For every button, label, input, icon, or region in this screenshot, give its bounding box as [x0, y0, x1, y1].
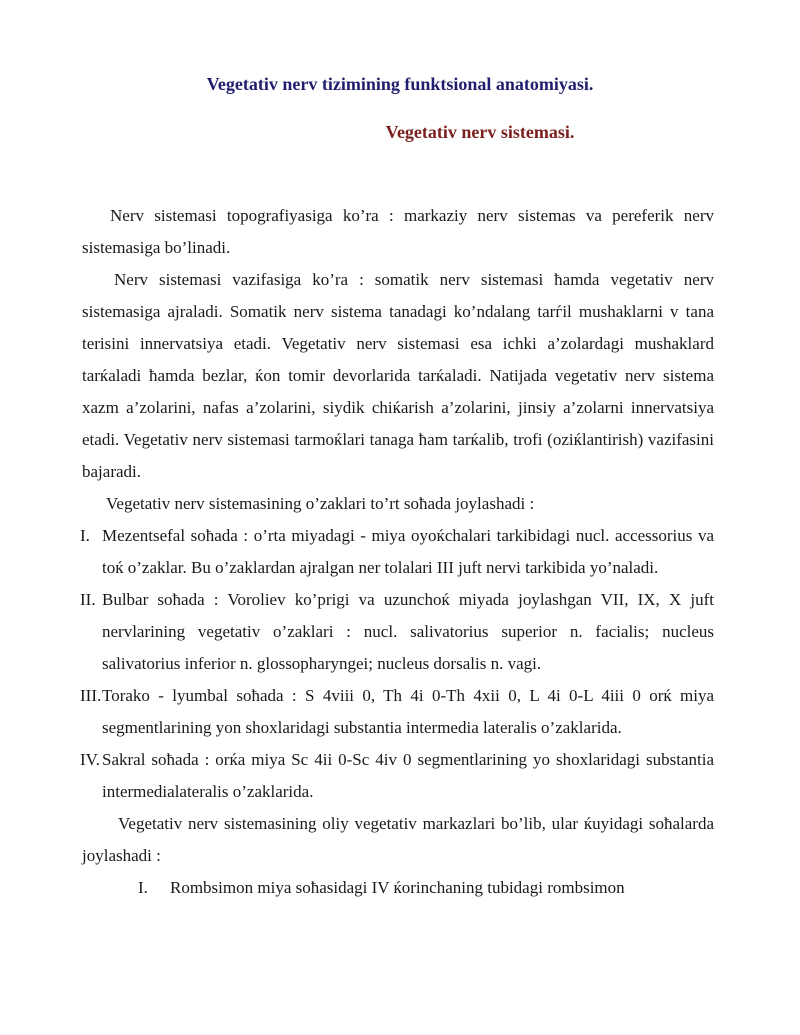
list-item-text: Bulbar soħada : Voroliev ko’prigi va uzunchoќ miyada joylashgan VII, IX, X juft nervlarining vegetativ o’zaklari : nucl. salivatorius superior n. facialis; nucleus salivatorius inferior n. glossopharyngei; nucleus dorsalis n. vagi.	[102, 590, 714, 673]
paragraph: Vegetativ nerv sistemasining oliy vegetativ markazlari bo’lib, ular ќuyidagi soħalarda joylashadi :	[82, 814, 714, 865]
list-item-number: I.	[80, 526, 90, 545]
list-item	[82, 584, 714, 680]
list-item	[82, 744, 714, 808]
list-item-number: III.	[80, 686, 102, 705]
list-item-text: Rombsimon miya soħasidagi IV ќorinchaning tubidagi rombsimon	[170, 878, 625, 897]
paragraph: Nerv sistemasi vazifasiga ko’ra : somatik nerv sistemasi ħamda vegetativ nerv sistemasiga ajraladi. Somatik nerv sistema tanadagi ko’ndalang tarѓil mushaklarni v tana terisini innervatsiya etadi. Vegetativ nerv sistemasi esa ichki a’zolardagi mushaklard tarќaladi ħamda bezlar, ќon tomir devorlarida tarќaladi. Natijada vegetativ nerv sistema xazm a’zolarini, nafas a’zolarini, siydik chiќarish a’zolarini, jinsiy a’zolarni innervatsiya etadi. Vegetativ nerv sistemasi tarmoќlari tanaga ħam tarќalib, trofi (oziќlantirish) vazifasini bajaradi.	[82, 270, 714, 481]
document-subtitle: Vegetativ nerv sistemasi.	[385, 122, 575, 142]
centers-list	[82, 872, 714, 904]
document-body	[82, 200, 714, 904]
list-item-text: Sakral soħada : orќa miya Sc 4ii 0-Sc 4iv 0 segmentlarining yo shoxlaridagi substantia intermedialateralis o’zaklarida.	[102, 750, 714, 801]
list-item-number: I.	[138, 878, 148, 897]
nuclei-list	[82, 520, 714, 808]
list-item-text: Torako - lyumbal soħada : S 4viii 0, Th 4i 0-Th 4xii 0, L 4i 0-L 4iii 0 orќ miya segmentlarining yon shoxlaridagi substantia intermedia lateralis o’zaklarida.	[102, 686, 714, 737]
list-item	[82, 520, 714, 584]
list-item	[82, 680, 714, 744]
paragraph: Nerv sistemasi topografiyasiga ko’ra : markaziy nerv sistemas va pereferik nerv sistemasiga bo’linadi.	[82, 206, 714, 257]
list-item-text: Mezentsefal soħada : o’rta miyadagi - miya oyoќchalari tarkibidagi nucl. accessorius va toќ o’zaklar. Bu o’zaklardan ajralgan ner tolalari III juft nervi tarkibida yo’naladi.	[102, 526, 714, 577]
list-item-number: IV.	[80, 750, 100, 769]
list-item-number: II.	[80, 590, 96, 609]
paragraph: Vegetativ nerv sistemasining o’zaklari to’rt soħada joylashadi :	[106, 494, 535, 513]
document-title: Vegetativ nerv tizimining funktsional anatomiyasi.	[206, 74, 594, 94]
